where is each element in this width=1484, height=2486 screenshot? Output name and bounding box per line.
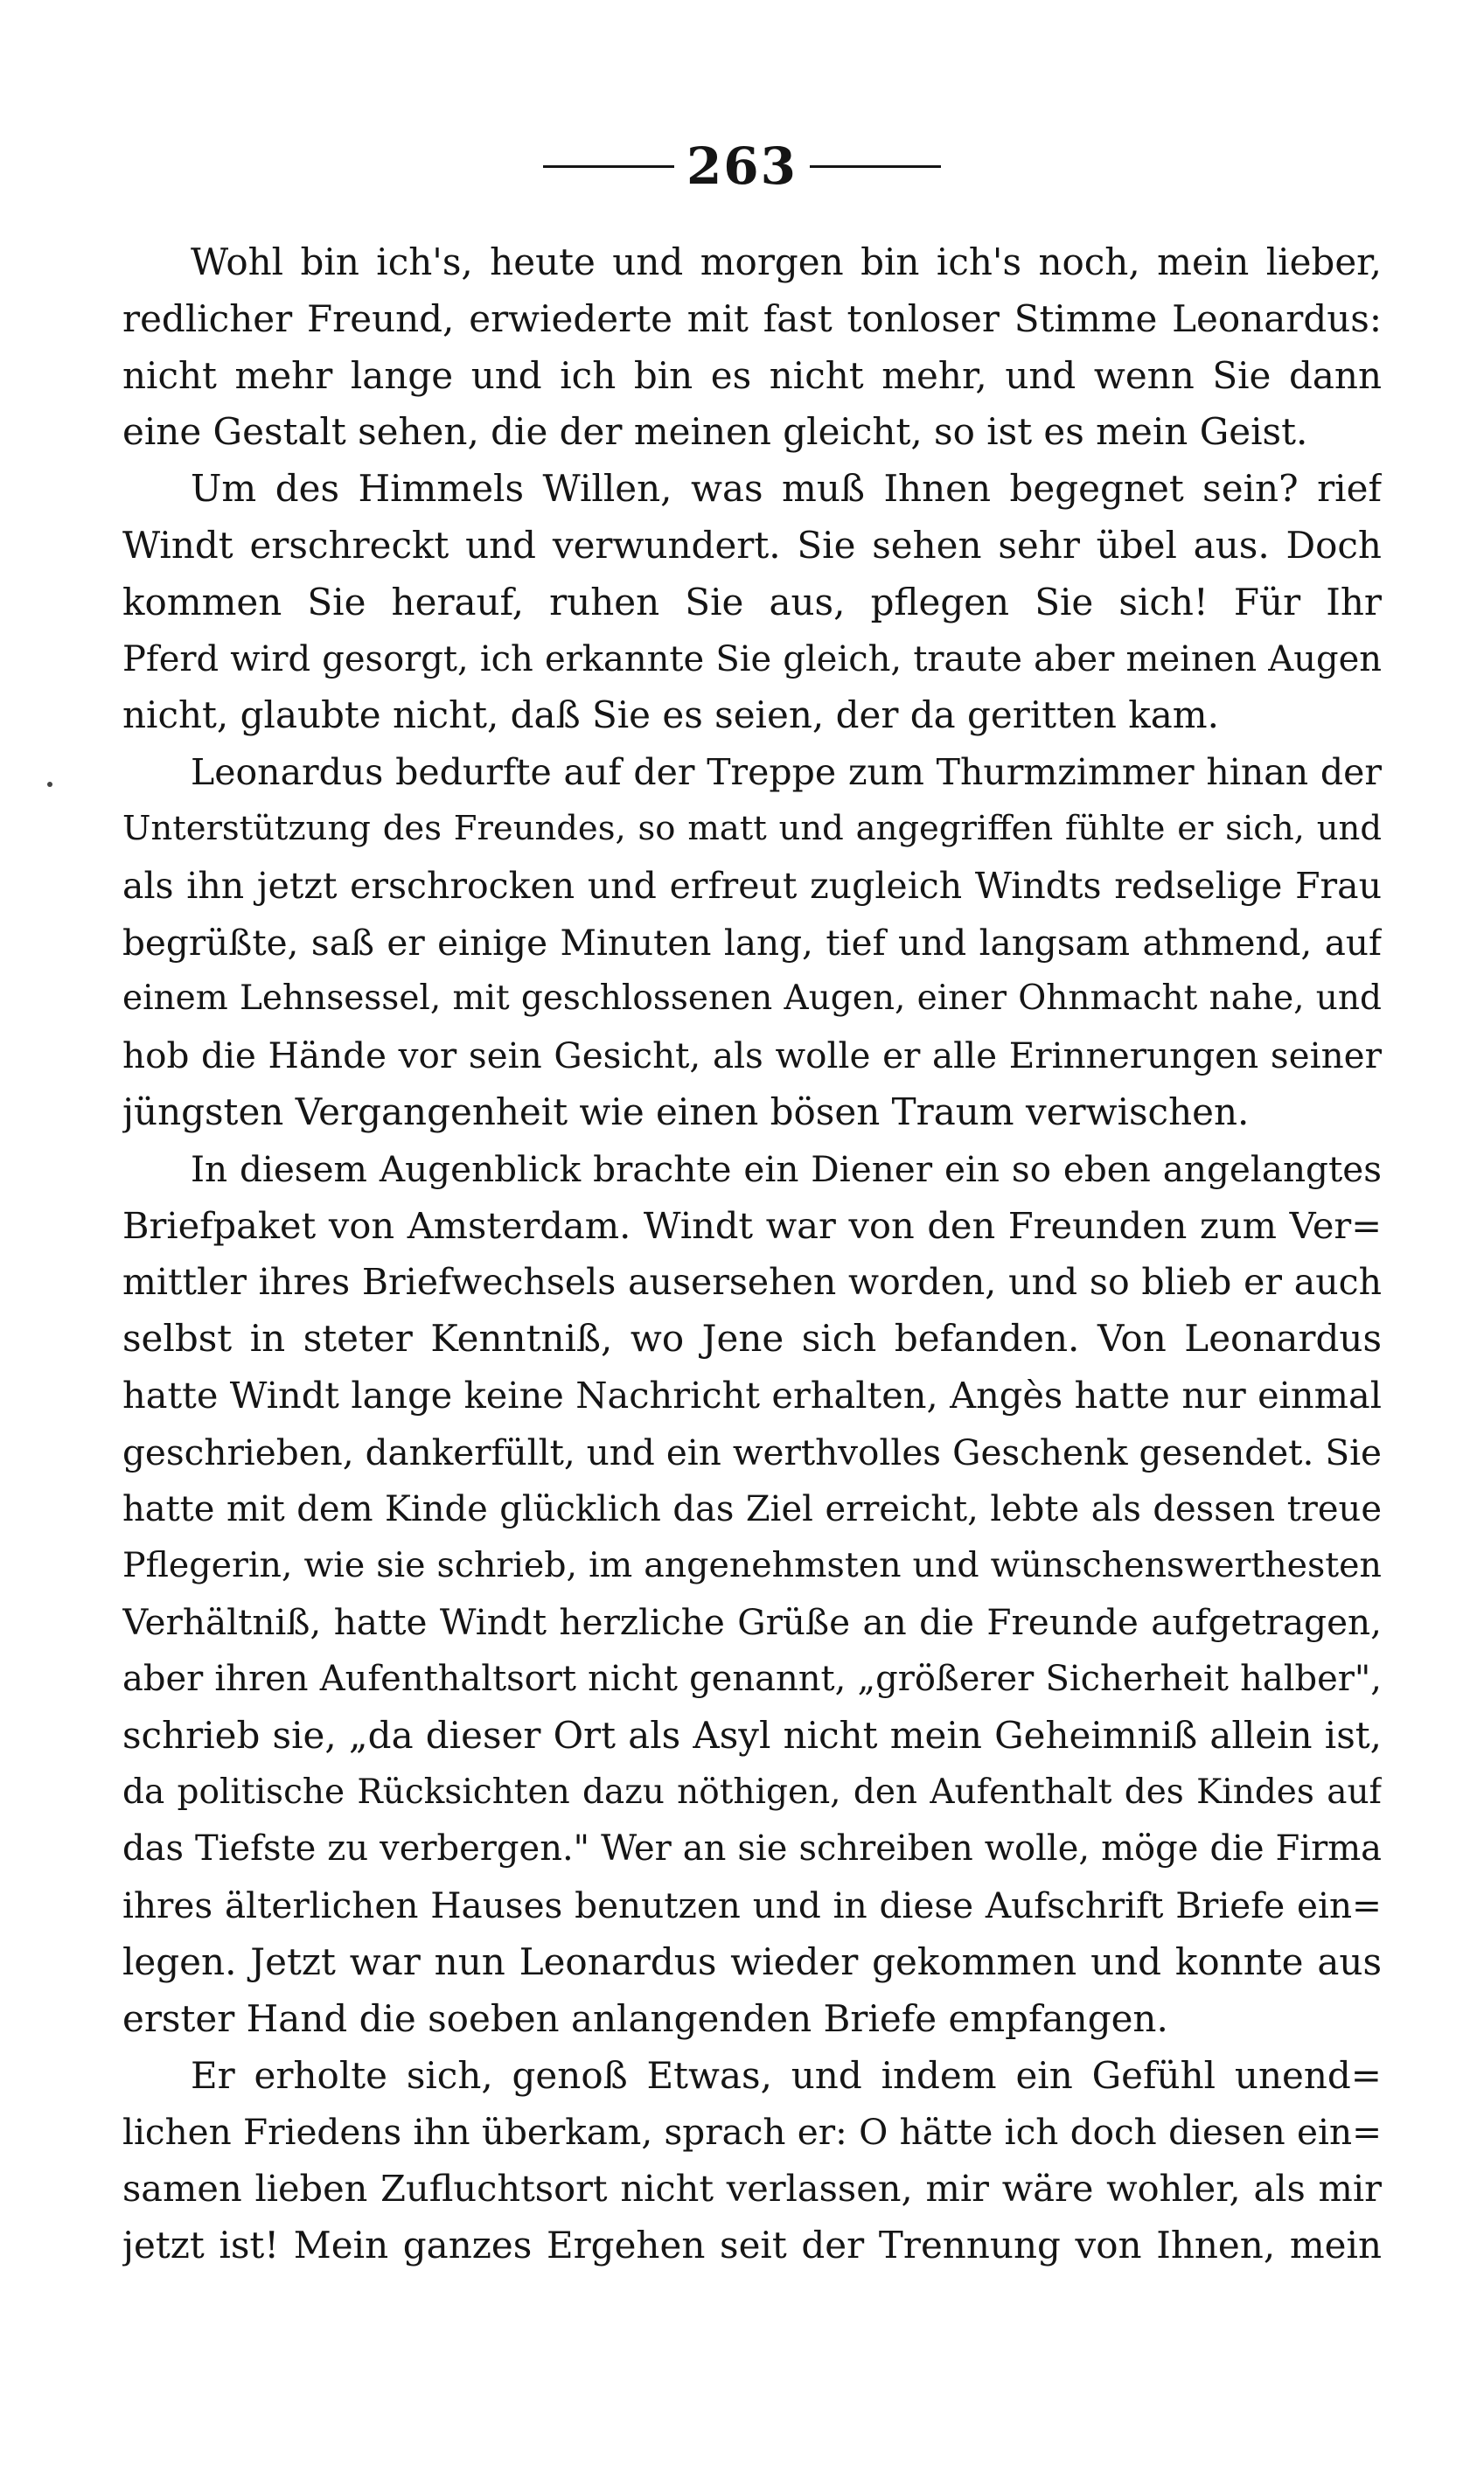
text-line: hatte mit dem Kinde glücklich das Ziel erreicht, lebte als dessen treue [122,1488,1382,1529]
text-line: samen lieben Zufluchtsort nicht verlassen, mir wäre wohler, als mir [122,2167,1382,2211]
text-line: Wohl bin ich's, heute und morgen bin ich's noch, mein lieber, [191,240,1382,283]
left-rule [543,165,674,168]
text-line: ihres älterlichen Hauses benutzen und in diese Aufschrift Briefe ein= [122,1884,1382,1927]
text-line: selbst in steter Kenntniß, wo Jene sich befanden. Von Leonardus [122,1317,1382,1361]
text-line: Unterstützung des Freundes, so matt und angegriffen fühlte er sich, und [122,808,1382,848]
text-line: Windt erschreckt und verwundert. Sie sehen sehr übel aus. Doch [122,523,1382,567]
text-line: schrieb sie, „da dieser Ort als Asyl nicht mein Geheimniß allein ist, [122,1713,1382,1757]
text-line: Er erholte sich, genoß Etwas, und indem ein Gefühl unend= [191,2053,1382,2097]
text-line: lichen Friedens ihn überkam, sprach er: O hätte ich doch diesen ein= [122,2111,1382,2154]
text-line: Briefpaket von Amsterdam. Windt war von den Freunden zum Ver= [122,1203,1382,1247]
text-line: da politische Rücksichten dazu nöthigen, den Aufenthalt des Kindes auf [122,1772,1382,1812]
text-line: kommen Sie herauf, ruhen Sie aus, pflegen Sie sich! Für Ihr [122,580,1382,623]
text-line: mittler ihres Briefwechsels ausersehen worden, und so blieb er auch [122,1261,1382,1304]
text-line: hatte Windt lange keine Nachricht erhalten, Angès hatte nur einmal [122,1373,1382,1417]
ink-speck [47,782,52,787]
text-line: Um des Himmels Willen, was muß Ihnen begegnet sein? rief [191,467,1382,511]
text-line: nicht mehr lange und ich bin es nicht mehr, und wenn Sie dann [122,353,1382,397]
text-line: geschrieben, dankerfüllt, und ein werthvolles Geschenk gesendet. Sie [122,1431,1382,1473]
text-line: hob die Hände vor sein Gesicht, als wolle er alle Erinnerungen seiner [122,1034,1382,1077]
text-line: aber ihren Aufenthaltsort nicht genannt, „größerer Sicherheit halber", [122,1658,1382,1699]
page-header [0,131,1484,201]
text-line: Verhältniß, hatte Windt herzliche Grüße an die Freunde aufgetragen, [122,1601,1382,1644]
text-line: legen. Jetzt war nun Leonardus wieder gekommen und konnte aus [122,1939,1382,1983]
body-text [122,234,1382,2274]
text-line: In diesem Augenblick brachte ein Diener ein so eben angelangtes [191,1147,1382,1190]
text-line: einem Lehnsessel, mit geschlossenen Augen, einer Ohnmacht nahe, und [122,978,1382,1019]
text-line: redlicher Freund, erwiederte mit fast tonloser Stimme Leonardus: [122,296,1382,340]
text-line: als ihn jetzt erschrocken und erfreut zugleich Windts redselige Frau [122,864,1382,907]
text-line: Pflegerin, wie sie schrieb, im angenehmsten und wünschenswerthesten [122,1545,1382,1586]
text-line: jüngsten Vergangenheit wie einen bösen Traum verwischen. [122,1090,1250,1133]
right-rule [810,165,941,168]
text-line: nicht, glaubte nicht, daß Sie es seien, der da geritten kam. [122,693,1219,737]
text-line: begrüßte, saß er einige Minuten lang, tief und langsam athmend, auf [122,921,1382,964]
text-line: das Tiefste zu verbergen." Wer an sie schreiben wolle, möge die Firma [122,1828,1382,1870]
text-line: eine Gestalt sehen, die der meinen gleicht, so ist es mein Geist. [122,410,1308,454]
text-line: Leonardus bedurfte auf der Treppe zum Thurmzimmer hinan der [191,751,1382,794]
text-line: Pferd wird gesorgt, ich erkannte Sie gleich, traute aber meinen Augen [122,638,1382,679]
page-number: 263 [686,136,798,196]
text-line: erster Hand die soeben anlangenden Briefe empfangen. [122,1996,1168,2040]
text-line: jetzt ist! Mein ganzes Ergehen seit der Trennung von Ihnen, mein [122,2223,1382,2267]
